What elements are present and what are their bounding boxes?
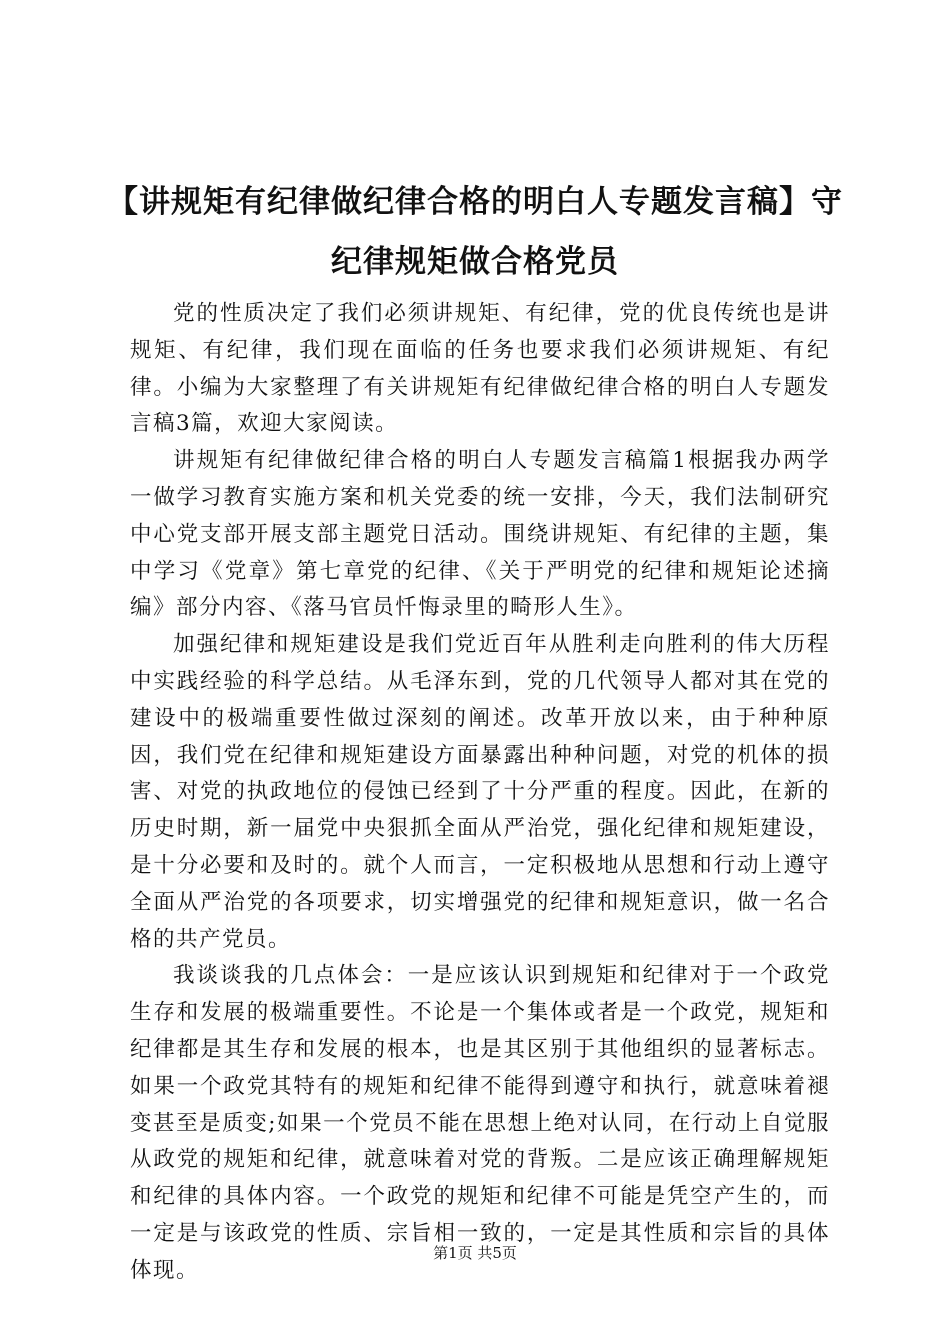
document-title: 【讲规矩有纪律做纪律合格的明白人专题发言稿】守纪律规矩做合格党员 bbox=[107, 184, 843, 280]
paragraph: 党的性质决定了我们必须讲规矩、有纪律，党的优良传统也是讲规矩、有纪律，我们现在面临的任务也要求我们必须讲规矩、有纪律。小编为大家整理了有关讲规矩有纪律做纪律合格的明白人专题发言稿3篇，欢迎大家阅读。 bbox=[130, 301, 830, 437]
paragraph: 加强纪律和规矩建设是我们党近百年从胜利走向胜利的伟大历程中实践经验的科学总结。从毛泽东到，党的几代领导人都对其在党的建设中的极端重要性做过深刻的阐述。改革开放以来，由于种种原因，我们党在纪律和规矩建设方面暴露出种种问题，对党的机体的损害、对党的执政地位的侵蚀已经到了十分严重的程度。因此，在新的历史时期，新一届党中央狠抓全面从严治党，强化纪律和规矩建设，是十分必要和及时的。就个人而言，一定积极地从思想和行动上遵守全面从严治党的各项要求，切实增强党的纪律和规矩意识，做一名合格的共产党员。 bbox=[130, 632, 830, 952]
paragraph: 讲规矩有纪律做纪律合格的明白人专题发言稿篇1根据我办两学一做学习教育实施方案和机关党委的统一安排，今天，我们法制研究中心党支部开展支部主题党日活动。围绕讲规矩、有纪律的主题，集中学习《党章》第七章党的纪律、《关于严明党的纪律和规矩论述摘编》部分内容、《落马官员忏悔录里的畸形人生》。 bbox=[130, 448, 830, 621]
page-footer: 第1页 共5页 bbox=[433, 1244, 517, 1262]
paragraph: 我谈谈我的几点体会：一是应该认识到规矩和纪律对于一个政党生存和发展的极端重要性。不论是一个集体或者是一个政党，规矩和纪律都是其生存和发展的根本，也是其区别于其他组织的显著标志。如果一个政党其特有的规矩和纪律不能得到遵守和执行，就意味着褪变甚至是质变;如果一个党员不能在思想上绝对认同，在行动上自觉服从政党的规矩和纪律，就意味着对党的背叛。二是应该正确理解规矩和纪律的具体内容。一个政党的规矩和纪律不可能是凭空产生的，而一定是与该政党的性质、宗旨相一致的，一定是其性质和宗旨的具体体现。 bbox=[130, 963, 830, 1283]
document-body bbox=[130, 296, 830, 1290]
